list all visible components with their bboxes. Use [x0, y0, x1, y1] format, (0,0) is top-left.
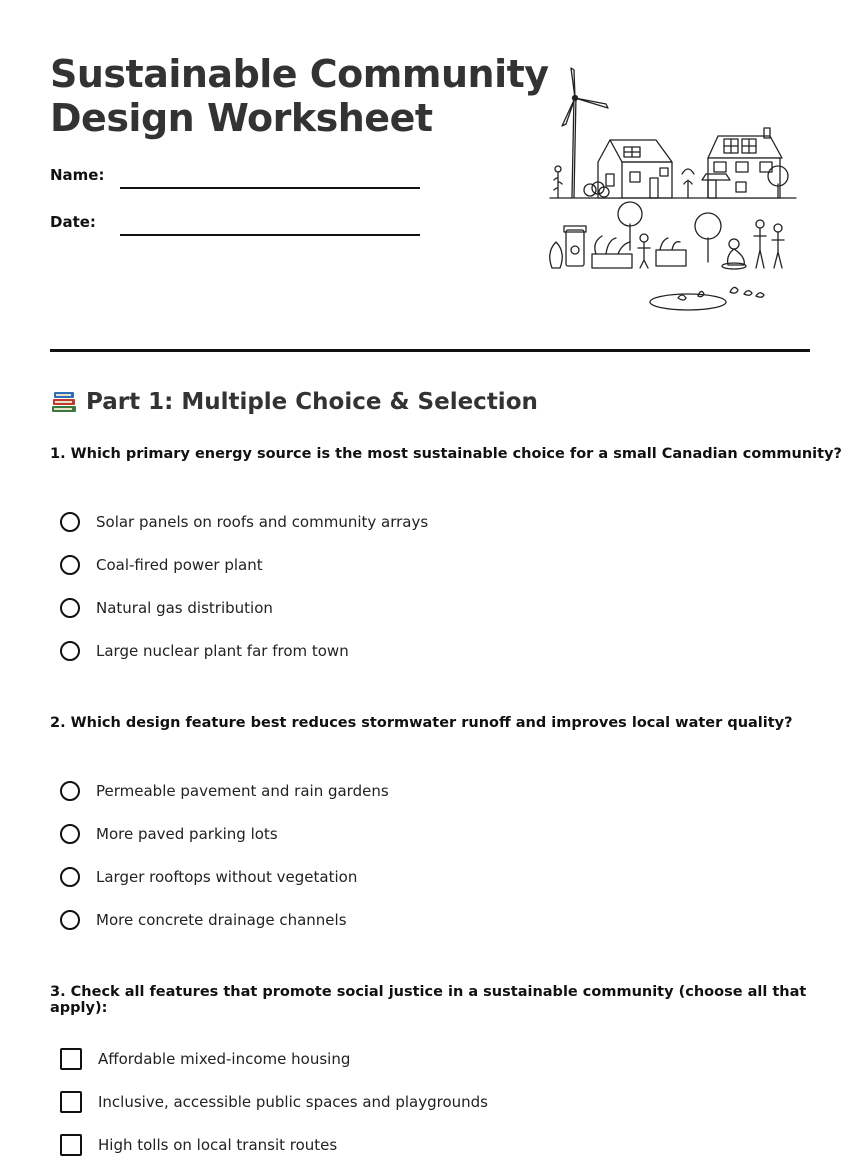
- q2-option-3[interactable]: [60, 864, 357, 890]
- option-label: Permeable pavement and rain gardens: [96, 782, 389, 800]
- question-1: 1. Which primary energy source is the most sustainable choice for a small Canadian community?: [50, 446, 842, 462]
- question-3: 3. Check all features that promote social justice in a sustainable community (choose all that apply):: [50, 984, 807, 1016]
- radio-button[interactable]: [60, 910, 80, 930]
- radio-button[interactable]: [60, 555, 80, 575]
- q1-option-4[interactable]: [60, 638, 349, 664]
- q1-option-2[interactable]: [60, 552, 263, 578]
- radio-button[interactable]: [60, 824, 80, 844]
- option-label: Larger rooftops without vegetation: [96, 868, 358, 886]
- question-2: 2. Which design feature best reduces stormwater runoff and improves local water quality?: [50, 715, 793, 731]
- title-line-2: Design Worksheet: [50, 96, 433, 140]
- q3-option-1[interactable]: [60, 1046, 350, 1072]
- option-label: Coal-fired power plant: [96, 556, 263, 574]
- option-label: Affordable mixed-income housing: [98, 1050, 351, 1068]
- books-icon: [50, 388, 78, 416]
- option-label: More paved parking lots: [96, 825, 278, 843]
- radio-button[interactable]: [60, 512, 80, 532]
- q1-option-3[interactable]: [60, 595, 273, 621]
- checkbox[interactable]: [60, 1048, 82, 1070]
- option-label: Inclusive, accessible public spaces and playgrounds: [98, 1093, 488, 1111]
- option-label: High tolls on local transit routes: [98, 1136, 338, 1154]
- radio-button[interactable]: [60, 641, 80, 661]
- option-label: Large nuclear plant far from town: [96, 642, 349, 660]
- part1-heading-text: Part 1: Multiple Choice & Selection: [86, 389, 538, 415]
- name-field[interactable]: [120, 187, 420, 189]
- q3-option-3[interactable]: [60, 1132, 337, 1158]
- q3-option-2[interactable]: [60, 1089, 488, 1115]
- sustainable-community-illustration: [538, 62, 808, 318]
- name-label: Name:: [50, 166, 105, 184]
- checkbox[interactable]: [60, 1134, 82, 1156]
- q1-option-1[interactable]: [60, 509, 428, 535]
- checkbox[interactable]: [60, 1091, 82, 1113]
- radio-button[interactable]: [60, 781, 80, 801]
- worksheet-title: [50, 52, 549, 140]
- date-label: Date:: [50, 213, 96, 231]
- radio-button[interactable]: [60, 598, 80, 618]
- option-label: Solar panels on roofs and community arrays: [96, 513, 429, 531]
- title-line-1: Sustainable Community: [50, 52, 549, 96]
- q2-option-2[interactable]: [60, 821, 278, 847]
- header-divider: [50, 349, 810, 352]
- q2-option-4[interactable]: [60, 907, 347, 933]
- q2-option-1[interactable]: [60, 778, 389, 804]
- date-field[interactable]: [120, 234, 420, 236]
- option-label: Natural gas distribution: [96, 599, 273, 617]
- option-label: More concrete drainage channels: [96, 911, 347, 929]
- radio-button[interactable]: [60, 867, 80, 887]
- part1-heading: [50, 388, 538, 416]
